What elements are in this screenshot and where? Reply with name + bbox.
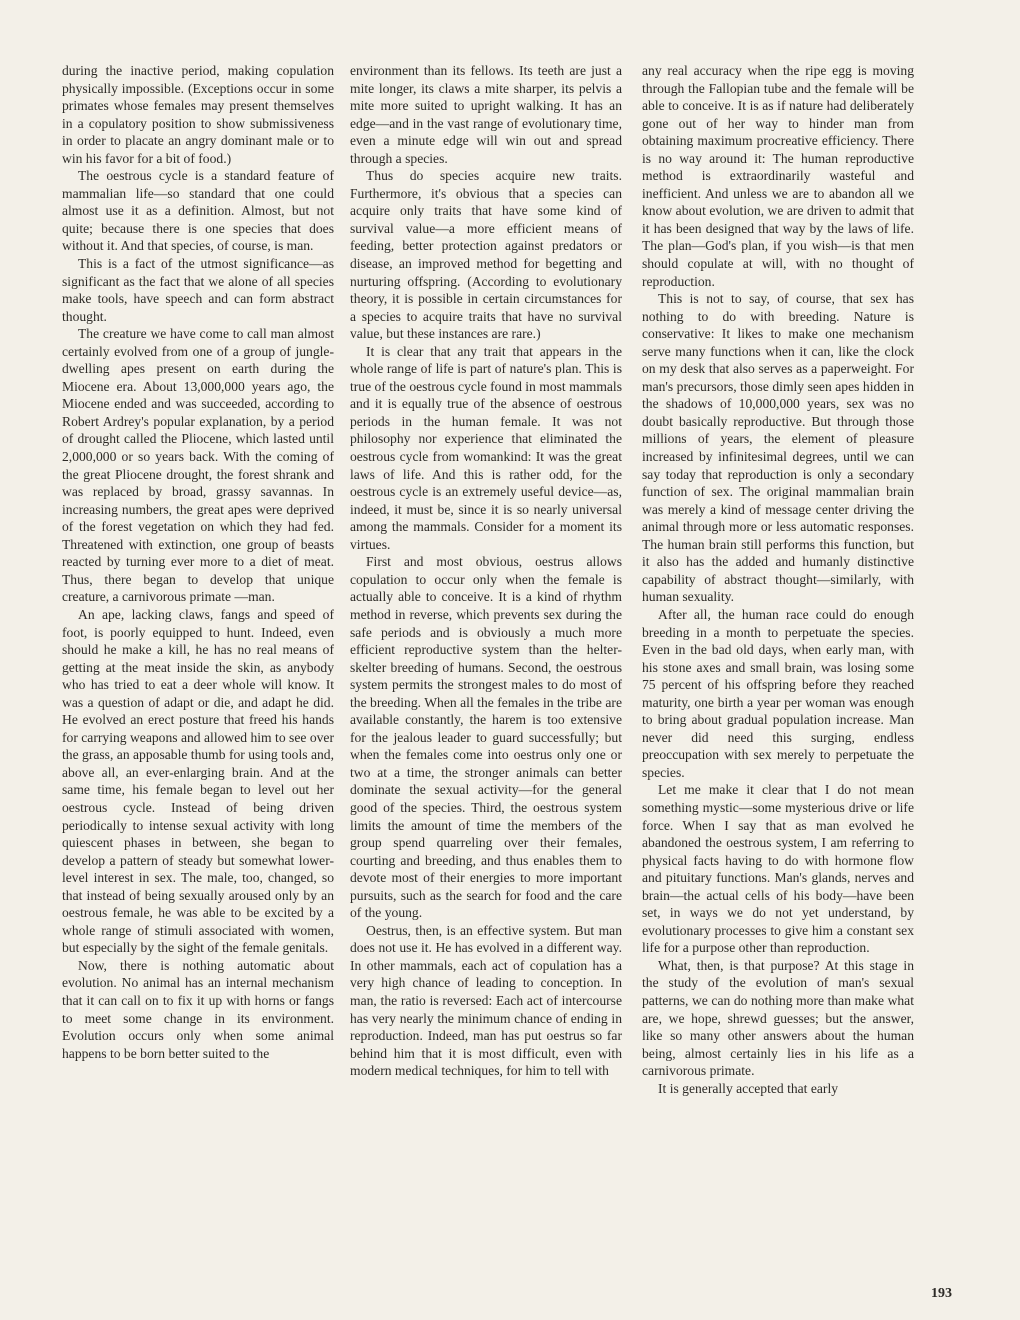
paragraph: The oestrous cycle is a standard feature of mammalian life—so standard that one could almost use it as a definition. Almost, but not quite; because there is one species that does without it. And that species, of course, is man. — [62, 168, 334, 254]
text-column-1 — [62, 62, 334, 1062]
paragraph: Let me make it clear that I do not mean something mystic—some mysterious drive or life force. When I say that as man evolved he abandoned the oestrous system, I am referring to physical facts having to do with hormone flow and pituitary functions. Man's glands, nerves and brain—the actual cells of his body—have been set, in ways we do not yet understand, by evolutionary processes to give him a constant sex life for a purpose other than reproduction. — [642, 782, 914, 956]
text-column-2 — [350, 62, 622, 1080]
page-number: 193 — [931, 1286, 952, 1301]
paragraph: It is clear that any trait that appears in the whole range of life is part of nature's plan. This is true of the oestrous cycle found in most mammals and it is equally true of the absence of oestrous periods in the human female. It was not philosophy nor experience that eliminated the oestrous cycle from womankind: It was the great laws of life. And this is rather odd, for the oestrous cycle is an extremely useful device—as, indeed, it must be, since it is so nearly universal among the mammals. Consider for a moment its virtues. — [350, 343, 622, 552]
paragraph: environment than its fellows. Its teeth are just a mite longer, its claws a mite sharper, its pelvis a mite more suited to upright walking. It has an edge—and in the vast range of evolutionary time, even a minute edge will win out and spread through a species. — [350, 63, 622, 166]
paragraph: This is a fact of the utmost significance—as significant as the fact that we alone of all species make tools, have speech and can form abstract thought. — [62, 256, 334, 324]
paragraph: What, then, is that purpose? At this stage in the study of the evolution of man's sexual patterns, we can do nothing more than make what are, we hope, shrewd guesses; but the answer, like so many other answers about the human being, almost certainly lies in his life as a carnivorous primate. — [642, 957, 914, 1079]
paragraph: It is generally accepted that early — [658, 1080, 839, 1096]
paragraph: This is not to say, of course, that sex has nothing to do with breeding. Nature is conservative: It likes to make one mechanism serve many functions when it can, like the clock on my desk that also serves as a paperweight. For man's precursors, those dimly seen apes hidden in the shadows of 10,000,000 years, sex was no doubt basically reproductive. But through those millions of years, the element of pleasure increased by infinitesimal degrees, until we can say today that reproduction is only a secondary function of sex. The original mammalian brain was merely a kind of message center driving the animal through more or less automatic responses. The human brain still performs this function, but it also has the added and humanly distinctive capability of abstract thought—similarly, with human sexuality. — [642, 291, 914, 605]
paragraph: The creature we have come to call man almost certainly evolved from one of a group of jungle-dwelling apes present on earth during the Miocene era. About 13,000,000 years ago, the Miocene ended and was succeeded, according to Robert Ardrey's popular explanation, by a period of drought called the Pliocene, which lasted until 2,000,000 or so years back. With the coming of the great Pliocene drought, the forest shrank and was replaced by broad, grassy savannas. In increasing numbers, the great apes were deprived of the forest vegetation on which they had fed. Threatened with extinction, one group of beasts reacted by turning ever more to a diet of meat. Thus, there began to develop that unique creature, a carnivorous primate —man. — [62, 326, 334, 605]
paragraph: Thus do species acquire new traits. Furthermore, it's obvious that a species can acquire only traits that have some kind of survival value—a more efficient means of feeding, better protection against predators or disease, an improved method for begetting and nurturing offspring. (According to evolutionary theory, it is possible in certain circumstances for a species to acquire traits that have no survival value, but these instances are rare.) — [350, 168, 622, 342]
paragraph: First and most obvious, oestrus allows copulation to occur only when the female is actually able to conceive. It is a kind of rhythm method in reverse, which prevents sex during the safe periods and is obviously a much more efficient reproductive system than the helter-skelter breeding of humans. Second, the oestrous system permits the strongest males to do most of the breeding. When all the females in the tribe are available constantly, the harem is too extensive for the jealous leader to guard successfully; but when the females come into oestrus only one or two at a time, the stronger animals can better dominate the sexual activity—for the general good of the species. Third, the oestrous system limits the amount of time the members of the group spend quarreling over their females, courting and breeding, and thus enables them to devote most of their energies to more important pursuits, such as the search for food and the care of the young. — [350, 554, 622, 921]
paragraph: Now, there is nothing automatic about evolution. No animal has an internal mechanism that it can call on to fix it up with horns or fangs to meet some change in its environment. Evolution occurs only when some animal happens to be born better suited to the — [62, 957, 334, 1061]
text-column-3 — [642, 62, 914, 1097]
paragraph: Oestrus, then, is an effective system. But man does not use it. He has evolved in a different way. In other mammals, each act of copulation has a very high chance of leading to conception. In man, the ratio is reversed: Each act of intercourse has very nearly the minimum chance of ending in reproduction. Indeed, man has put oestrus so far behind him that it is most difficult, even with modern medical techniques, for him to tell with — [350, 922, 622, 1079]
paragraph: After all, the human race could do enough breeding in a month to perpetuate the species. Even in the bad old days, when early man, with his stone axes and small brain, was losing some 75 percent of his offspring before they reached maturity, one birth a year per woman was enough to bring about gradual population increase. Man never did need this surging, endless preoccupation with sex merely to perpetuate the species. — [642, 606, 914, 780]
paragraph: An ape, lacking claws, fangs and speed of foot, is poorly equipped to hunt. Indeed, even should he make a kill, he has no real means of getting at the meat inside the skin, as anybody who has tried to eat a deer whole will know. It was a question of adapt or die, and adapt he did. He evolved an erect posture that freed his hands for carrying weapons and allowed him to see over the grass, an apposable thumb for using tools and, above all, an ever-enlarging brain. And at the same time, his female began to level out her oestrous cycle. Instead of being driven periodically to intense sexual activity with long quiescent phases in between, she began to develop a pattern of steady but somewhat lower-level interest in sex. The male, too, changed, so that instead of being sexually aroused only by an oestrous female, he was able to be excited by a whole range of stimuli associated with women, but especially by the sight of the female genitals. — [62, 606, 334, 956]
paragraph: during the inactive period, making copulation physically impossible. (Exceptions occur in some primates whose females may present themselves in a copulatory position to show submissiveness in order to placate an angry dominant male or to win his favor for a bit of food.) — [62, 63, 334, 166]
paragraph: any real accuracy when the ripe egg is moving through the Fallopian tube and the female will be able to conceive. It is as if nature had deliberately gone out of her way to hinder man from obtaining maximum procreative efficiency. There is no way around it: The human reproductive method is extraordinarily wasteful and inefficient. And unless we are to abandon all we know about evolution, we are driven to admit that it has been designed that way by the laws of life. The plan—God's plan, if you wish—is that men should copulate at will, with no thought of reproduction. — [642, 63, 914, 289]
